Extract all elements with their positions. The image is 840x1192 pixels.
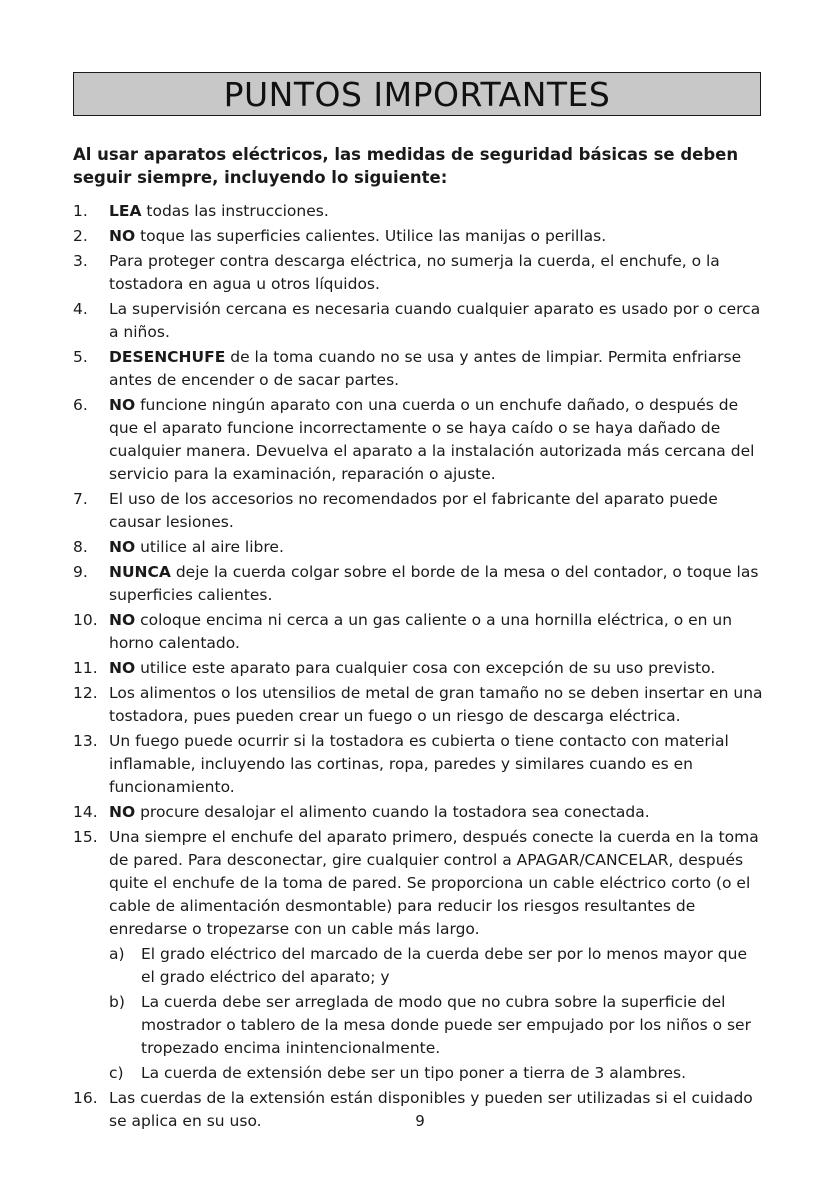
item-keyword: NO: [109, 396, 136, 414]
list-item: [73, 394, 765, 486]
title-banner: [73, 72, 761, 116]
item-number: 14.: [73, 803, 98, 821]
sub-item-text: El grado eléctrico del marcado de la cuerda debe ser por lo menos mayor que el grado eléctrico del aparato; y: [141, 945, 747, 986]
list-item: [73, 561, 765, 607]
item-keyword: NO: [109, 803, 136, 821]
sub-item: [109, 1062, 765, 1085]
item-number: 2.: [73, 227, 88, 245]
item-number: 16.: [73, 1089, 98, 1107]
list-item: [73, 682, 765, 728]
item-number: 3.: [73, 252, 88, 270]
item-text: procure desalojar el alimento cuando la tostadora sea conectada.: [135, 803, 650, 821]
list-item: [73, 346, 765, 392]
list-item: [73, 536, 765, 559]
item-text: utilice al aire libre.: [135, 538, 284, 556]
list-item: [73, 250, 765, 296]
item-number: 12.: [73, 684, 98, 702]
list-item: [73, 657, 765, 680]
item-number: 15.: [73, 828, 98, 846]
item-keyword: NUNCA: [109, 563, 171, 581]
intro-paragraph: Al usar aparatos eléctricos, las medidas de seguridad básicas se deben seguir siempre, incluyendo lo siguiente:: [73, 145, 739, 187]
item-text: Los alimentos o los utensilios de metal de gran tamaño no se deben insertar en una tostadora, pues pueden crear un fuego o un riesgo de descarga eléctrica.: [109, 684, 763, 725]
sub-item-text: La cuerda de extensión debe ser un tipo poner a tierra de 3 alambres.: [141, 1064, 687, 1082]
item-text: todas las instrucciones.: [141, 202, 329, 220]
safety-list: [73, 200, 765, 1135]
page-title: PUNTOS IMPORTANTES: [223, 74, 611, 114]
list-item: [73, 488, 765, 534]
item-text: La supervisión cercana es necesaria cuando cualquier aparato es usado por o cerca a niños.: [109, 300, 761, 341]
item-text: coloque encima ni cerca a un gas caliente o a una hornilla eléctrica, o en un horno calentado.: [109, 611, 733, 652]
sub-item: [109, 943, 765, 989]
list-item: [73, 801, 765, 824]
item-number: 13.: [73, 732, 98, 750]
page-number: 9: [415, 1112, 425, 1130]
sub-item-letter: b): [109, 993, 125, 1011]
item-text: de la toma cuando no se usa y antes de limpiar. Permita enfriarse antes de encender o de sacar partes.: [109, 348, 742, 389]
item-keyword: LEA: [109, 202, 142, 220]
item-keyword: DESENCHUFE: [109, 348, 226, 366]
sub-item-text: La cuerda debe ser arreglada de modo que no cubra sobre la superficie del mostrador o tablero de la mesa donde puede ser empujado por los niños o ser tropezado encima inintencionalmente.: [141, 993, 751, 1057]
item-keyword: NO: [109, 227, 136, 245]
list-item: [73, 730, 765, 799]
sub-item-letter: a): [109, 945, 125, 963]
list-item: [73, 200, 765, 223]
list-item: [73, 298, 765, 344]
item-text: funcione ningún aparato con una cuerda o un enchufe dañado, o después de que el aparato funcione incorrectamente o se haya caído o se haya dañado de cualquier manera. Devuelva el aparato a la instalación autorizada más cercana del servicio para la examinación, reparación o ajuste.: [109, 396, 755, 483]
item-number: 9.: [73, 563, 88, 581]
item-text: deje la cuerda colgar sobre el borde de la mesa o del contador, o toque las superficies calientes.: [109, 563, 759, 604]
item-number: 11.: [73, 659, 98, 677]
item-text: Una siempre el enchufe del aparato primero, después conecte la cuerda en la toma de pared. Para desconectar, gire cualquier control a APAGAR/CANCELAR, después quite el enchufe de la toma de pared. Se proporciona un cable eléctrico corto (o el cable de alimentación desmontable) para reducir los riesgos resultantes de enredarse o tropezarse con un cable más largo.: [109, 828, 759, 938]
item-number: 5.: [73, 348, 88, 366]
item-text: toque las superficies calientes. Utilice las manijas o perillas.: [135, 227, 607, 245]
item-number: 10.: [73, 611, 98, 629]
item-number: 1.: [73, 202, 88, 220]
item-keyword: NO: [109, 538, 136, 556]
list-item: [73, 609, 765, 655]
sub-list: [109, 943, 765, 1085]
item-text: Para proteger contra descarga eléctrica, no sumerja la cuerda, el enchufe, o la tostadora en agua u otros líquidos.: [109, 252, 720, 293]
item-number: 8.: [73, 538, 88, 556]
item-number: 6.: [73, 396, 88, 414]
item-text: utilice este aparato para cualquier cosa con excepción de su uso previsto.: [135, 659, 716, 677]
sub-item: [109, 991, 765, 1060]
item-text: El uso de los accesorios no recomendados por el fabricante del aparato puede causar lesiones.: [109, 490, 718, 531]
item-number: 4.: [73, 300, 88, 318]
list-item: [73, 225, 765, 248]
item-keyword: NO: [109, 659, 136, 677]
list-item: [73, 826, 765, 1085]
item-text: Las cuerdas de la extensión están disponibles y pueden ser utilizadas si el cuidado se aplica en su uso.: [109, 1089, 753, 1130]
sub-item-letter: c): [109, 1064, 124, 1082]
item-number: 7.: [73, 490, 88, 508]
item-keyword: NO: [109, 611, 136, 629]
item-text: Un fuego puede ocurrir si la tostadora es cubierta o tiene contacto con material inflamable, incluyendo las cortinas, ropa, paredes y similares cuando es en funcionamiento.: [109, 732, 729, 796]
